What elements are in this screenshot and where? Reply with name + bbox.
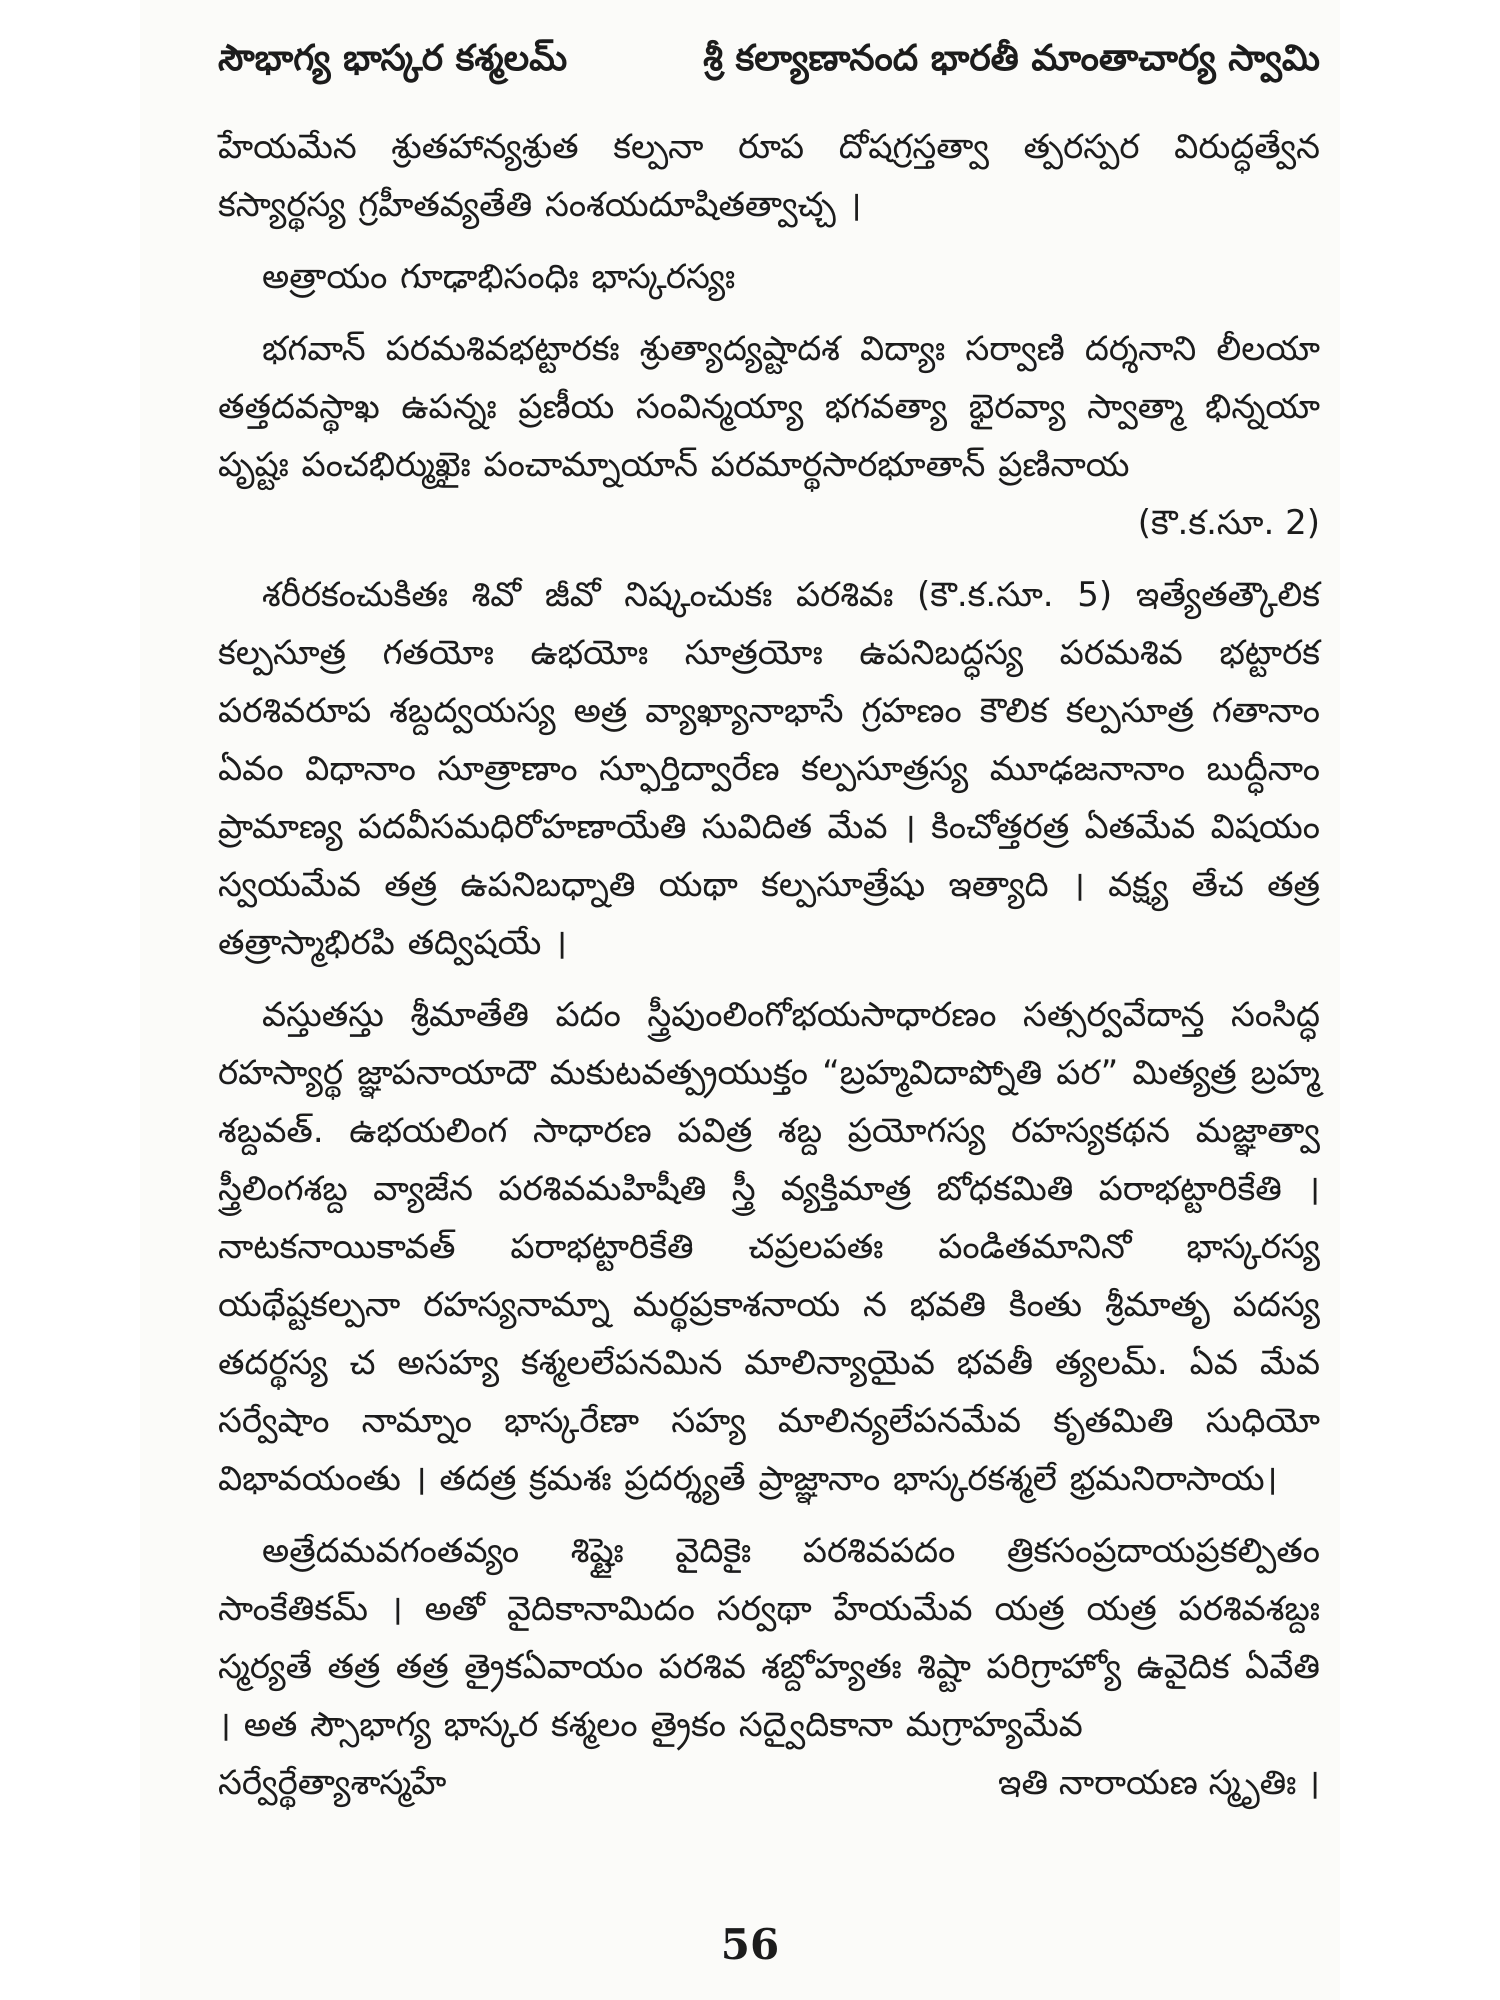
header-book-title: సౌభాగ్య భాస్కర కశ్మలమ్ xyxy=(218,38,568,79)
paragraph-2: అత్రాయం గూఢాభిసంధిః భాస్కరస్యః xyxy=(262,257,736,297)
paragraph-1: హేయమేన శ్రుతహాన్యశ్రుత కల్పనా రూప దోషగ్రస్తత్వా త్పరస్పర విరుద్ధత్వేన కస్యార్థస్య గ్రహీతవ్యతేతి సంశయదూషితత్వాచ్చ । xyxy=(218,127,1320,225)
paragraph-5: వస్తుతస్తు శ్రీమాతేతి పదం స్త్రీపుంలింగోభయసాధారణం సత్సర్వవేదాన్త సంసిద్ధ రహస్యార్థ జ్ఞాపనాయాదౌ మకుటవత్ప్రయుక్తం “బ్రహ్మవిదాప్నోతి పర” మిత్యత్ర బ్రహ్మ శబ్దవత్. ఉభయలింగ సాధారణ పవిత్ర శబ్ద ప్రయోగస్య రహస్యకథన మజ్ఞాత్వా స్త్రీలింగశబ్ద వ్యాజేన పరశివమహిషీతి స్త్రీ వ్యక్తిమాత్ర బోధకమితి పరాభట్టారికేతి । నాటకనాయికావత్ పరాభట్టారికేతి చప్రలపతః పండితమానినో భాస్కరస్య యథేష్టకల్పనా రహస్యనామ్నా మర్థప్రకాశనాయ న భవతి కింతు శ్రీమాతృ పదస్య తదర్థస్య చ అసహ్య కశ్మలలేపనమిన మాలిన్యాయైవ భవతీ త్యలమ్. ఏవ మేవ సర్వేషాం నామ్నాం భాస్కరేణా సహ్య మాలిన్యలేపనమేవ కృతమితి సుధియో విభావయంతు । తదత్ర క్రమశః ప్రదర్శ్యతే ప్రాజ్ఞానాం భాస్కరకశ్మలే భ్రమనిరాసాయ। xyxy=(218,995,1320,1499)
closing-line xyxy=(218,1754,1320,1812)
running-header xyxy=(218,28,1320,98)
header-author: శ్రీ కల్యాణానంద భారతీ మాంతాచార్య స్వామి xyxy=(703,38,1320,79)
page-number: 56 xyxy=(720,1920,780,1969)
paragraph-4: శరీరకంచుకితః శివో జీవో నిష్కంచుకః పరశివః (కౌ.క.సూ. 5) ఇత్యేతత్కౌలిక కల్పసూత్ర గతయోః ఉభయోః సూత్రయోః ఉపనిబద్ధస్య పరమశివ భట్టారక పరశివరూప శబ్దద్వయస్య అత్ర వ్యాఖ్యానాభాసే గ్రహణం కౌలిక కల్పసూత్ర గతానాం ఏవం విధానాం సూత్రాణాం స్ఫూర్తిద్వారేణ కల్పసూత్రస్య మూఢజనానాం బుద్ధీనాం ప్రామాణ్య పదవీసమధిరోహణాయేతి సువిదిత మేవ । కించోత్తరత్ర ఏతమేవ విషయం స్వయమేవ తత్ర ఉపనిబధ్నాతి యథా కల్పసూత్రేషు ఇత్యాది । వక్ష్య తేచ తత్ర తత్రాస్మాభిరపి తద్విషయే । xyxy=(218,575,1320,963)
sutra-reference: (కౌ.క.సూ. 2) xyxy=(1137,503,1320,543)
paragraph-3: భగవాన్ పరమశివభట్టారకః శ్రుత్యాద్యష్టాదశ విద్యాః సర్వాణి దర్శనాని లీలయా తత్తదవస్థాఖ ఉపన్నః ప్రణీయ సంవిన్మయ్యా భగవత్యా భైరవ్యా స్వాత్మా భిన్నయా పృష్టః పంచభిర్ముఖైః పంచామ్నాయాన్ పరమార్థసారభూతాన్ ప్రణినాయ xyxy=(218,329,1320,485)
paragraph-6: అత్రేదమవగంతవ్యం శిష్టైః వైదికైః పరశివపదం త్రికసంప్రదాయప్రకల్పితం సాంకేతికమ్ । అతో వైదికానామిదం సర్వథా హేయమేవ యత్ర యత్ర పరశివశబ్దః స్మర్యతే తత్ర తత్ర త్రైకఏవాయం పరశివ శబ్దోహ్యతః శిష్టా పరిగ్రాహ్యో ఉవైదిక ఏవేతి । అత స్సౌభాగ్య భాస్కర కశ్మలం త్రైకం సద్వైదికానా మగ్రాహ్యమేవ xyxy=(218,1531,1320,1745)
closing-text: సర్వేర్థేత్యాశాస్మహే xyxy=(218,1763,447,1803)
closing-citation: ఇతి నారాయణ స్మృతిః । xyxy=(998,1763,1320,1803)
page-body xyxy=(218,118,1320,1812)
